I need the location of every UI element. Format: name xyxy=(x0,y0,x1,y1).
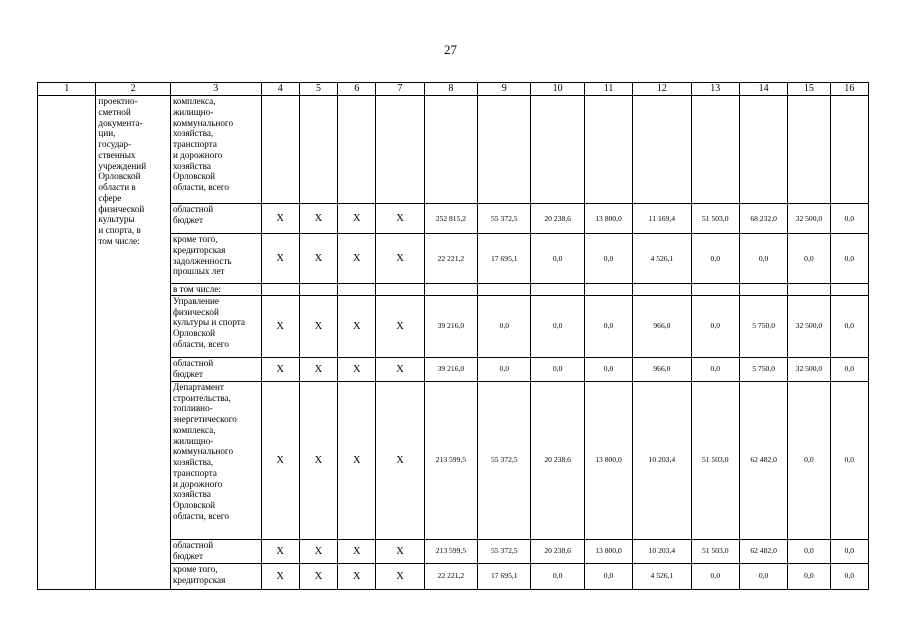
value-cell: 0,0 xyxy=(830,234,868,284)
x-mark-cell: Х xyxy=(261,539,299,563)
column-number-cell: 3 xyxy=(170,83,261,96)
column-number-cell: 12 xyxy=(633,83,691,96)
value-cell: 17 695,1 xyxy=(478,234,531,284)
column-number-cell: 9 xyxy=(478,83,531,96)
column-number-cell: 5 xyxy=(299,83,337,96)
value-cell: 0,0 xyxy=(830,381,868,539)
value-cell xyxy=(788,96,830,204)
value-cell: 20 238,6 xyxy=(531,381,584,539)
value-cell: 0,0 xyxy=(830,357,868,381)
value-cell xyxy=(691,96,739,204)
value-cell: 0,0 xyxy=(691,295,739,357)
value-cell: 5 750,0 xyxy=(739,357,787,381)
value-cell: 13 800,0 xyxy=(584,539,632,563)
value-cell: 0,0 xyxy=(830,539,868,563)
value-cell xyxy=(424,284,477,296)
x-mark-cell xyxy=(299,284,337,296)
value-cell: 55 372,5 xyxy=(478,381,531,539)
value-cell: 4 526,1 xyxy=(633,234,691,284)
column-number-cell: 14 xyxy=(739,83,787,96)
col1-empty-cell xyxy=(38,96,96,590)
value-cell: 20 238,6 xyxy=(531,204,584,234)
x-mark-cell: Х xyxy=(338,295,376,357)
column-number-cell: 11 xyxy=(584,83,632,96)
budget-table xyxy=(37,82,869,590)
value-cell: 17 695,1 xyxy=(478,563,531,589)
value-cell: 213 599,5 xyxy=(424,539,477,563)
x-mark-cell: Х xyxy=(299,381,337,539)
row-label-cell: кроме того, кредиторская xyxy=(170,563,261,589)
x-mark-cell: Х xyxy=(261,563,299,589)
value-cell xyxy=(830,96,868,204)
value-cell: 32 500,0 xyxy=(788,357,830,381)
value-cell: 55 372,5 xyxy=(478,539,531,563)
x-mark-cell: Х xyxy=(299,204,337,234)
x-mark-cell: Х xyxy=(261,357,299,381)
value-cell xyxy=(531,96,584,204)
value-cell: 0,0 xyxy=(739,563,787,589)
value-cell: 11 169,4 xyxy=(633,204,691,234)
value-cell: 0,0 xyxy=(584,295,632,357)
x-mark-cell: Х xyxy=(376,539,424,563)
value-cell xyxy=(584,284,632,296)
value-cell: 0,0 xyxy=(830,295,868,357)
value-cell: 39 216,0 xyxy=(424,295,477,357)
x-mark-cell: Х xyxy=(338,563,376,589)
value-cell: 0,0 xyxy=(691,234,739,284)
value-cell xyxy=(691,284,739,296)
x-mark-cell: Х xyxy=(299,563,337,589)
value-cell xyxy=(424,96,477,204)
value-cell: 32 500,0 xyxy=(788,295,830,357)
row-label-cell: областной бюджет xyxy=(170,204,261,234)
value-cell: 13 800,0 xyxy=(584,381,632,539)
x-mark-cell: Х xyxy=(338,381,376,539)
value-cell: 0,0 xyxy=(584,563,632,589)
value-cell: 22 221,2 xyxy=(424,234,477,284)
x-mark-cell: Х xyxy=(261,204,299,234)
value-cell: 0,0 xyxy=(830,563,868,589)
value-cell: 0,0 xyxy=(478,357,531,381)
value-cell: 252 815,2 xyxy=(424,204,477,234)
value-cell: 213 599,5 xyxy=(424,381,477,539)
value-cell xyxy=(478,96,531,204)
value-cell: 51 503,0 xyxy=(691,539,739,563)
value-cell xyxy=(478,284,531,296)
x-mark-cell: Х xyxy=(261,234,299,284)
x-mark-cell: Х xyxy=(376,234,424,284)
row-label-cell: областной бюджет xyxy=(170,357,261,381)
value-cell xyxy=(830,284,868,296)
x-mark-cell xyxy=(261,284,299,296)
value-cell: 4 526,1 xyxy=(633,563,691,589)
value-cell: 0,0 xyxy=(531,234,584,284)
value-cell: 32 500,0 xyxy=(788,204,830,234)
x-mark-cell: Х xyxy=(299,357,337,381)
value-cell: 62 482,0 xyxy=(739,539,787,563)
row-label-cell: Управление физической культуры и спорта Орловской области, всего xyxy=(170,295,261,357)
column-number-cell: 1 xyxy=(38,83,96,96)
value-cell: 0,0 xyxy=(788,539,830,563)
value-cell: 0,0 xyxy=(531,357,584,381)
page-number: 27 xyxy=(444,42,457,57)
column-number-cell: 10 xyxy=(531,83,584,96)
x-mark-cell: Х xyxy=(261,381,299,539)
value-cell: 20 238,6 xyxy=(531,539,584,563)
value-cell: 0,0 xyxy=(691,357,739,381)
column-number-cell: 7 xyxy=(376,83,424,96)
x-mark-cell: Х xyxy=(376,381,424,539)
column-number-row xyxy=(38,83,869,96)
value-cell: 62 482,0 xyxy=(739,381,787,539)
x-mark-cell xyxy=(376,284,424,296)
column-number-cell: 4 xyxy=(261,83,299,96)
x-mark-cell: Х xyxy=(376,295,424,357)
value-cell xyxy=(584,96,632,204)
value-cell: 0,0 xyxy=(788,563,830,589)
x-mark-cell: Х xyxy=(338,234,376,284)
x-mark-cell: Х xyxy=(338,357,376,381)
table-row xyxy=(38,96,869,204)
value-cell: 51 503,0 xyxy=(691,204,739,234)
column-number-cell: 2 xyxy=(96,83,171,96)
x-mark-cell xyxy=(299,96,337,204)
value-cell xyxy=(788,284,830,296)
column-number-cell: 15 xyxy=(788,83,830,96)
x-mark-cell xyxy=(338,284,376,296)
value-cell: 966,0 xyxy=(633,357,691,381)
value-cell xyxy=(633,284,691,296)
value-cell: 22 221,2 xyxy=(424,563,477,589)
x-mark-cell: Х xyxy=(299,539,337,563)
row-label-cell: в том числе: xyxy=(170,284,261,296)
row-label-cell: Департамент строительства, топливно- энергетического комплекса, жилищно- коммунального хозяйства, транспорта и дорожного хозяйства Орловской области, всего xyxy=(170,381,261,539)
column-number-cell: 16 xyxy=(830,83,868,96)
value-cell: 0,0 xyxy=(788,381,830,539)
value-cell: 10 203,4 xyxy=(633,381,691,539)
value-cell: 0,0 xyxy=(478,295,531,357)
x-mark-cell: Х xyxy=(299,295,337,357)
x-mark-cell: Х xyxy=(261,295,299,357)
event-name-cell: проектно- сметной документа- ции, государ- ственных учреждений Орловской области в сфере физической культуры и спорта, в том числе: xyxy=(96,96,171,590)
x-mark-cell: Х xyxy=(299,234,337,284)
row-label-cell: кроме того, кредиторская задолженность прошлых лет xyxy=(170,234,261,284)
value-cell: 0,0 xyxy=(584,234,632,284)
value-cell: 0,0 xyxy=(788,234,830,284)
row-label-cell: комплекса, жилищно- коммунального хозяйства, транспорта и дорожного хозяйства Орловской области, всего xyxy=(170,96,261,204)
x-mark-cell xyxy=(338,96,376,204)
value-cell: 0,0 xyxy=(739,234,787,284)
x-mark-cell: Х xyxy=(338,539,376,563)
column-number-cell: 6 xyxy=(338,83,376,96)
value-cell xyxy=(739,284,787,296)
x-mark-cell: Х xyxy=(376,563,424,589)
value-cell: 0,0 xyxy=(531,295,584,357)
value-cell: 0,0 xyxy=(584,357,632,381)
value-cell: 5 750,0 xyxy=(739,295,787,357)
x-mark-cell: Х xyxy=(376,204,424,234)
x-mark-cell: Х xyxy=(376,357,424,381)
column-number-cell: 13 xyxy=(691,83,739,96)
x-mark-cell xyxy=(261,96,299,204)
value-cell xyxy=(739,96,787,204)
value-cell: 0,0 xyxy=(830,204,868,234)
x-mark-cell: Х xyxy=(338,204,376,234)
value-cell xyxy=(633,96,691,204)
value-cell: 0,0 xyxy=(691,563,739,589)
row-label-cell: областной бюджет xyxy=(170,539,261,563)
value-cell: 68 232,0 xyxy=(739,204,787,234)
value-cell: 13 800,0 xyxy=(584,204,632,234)
column-number-cell: 8 xyxy=(424,83,477,96)
value-cell xyxy=(531,284,584,296)
value-cell: 39 216,0 xyxy=(424,357,477,381)
value-cell: 0,0 xyxy=(531,563,584,589)
value-cell: 51 503,0 xyxy=(691,381,739,539)
x-mark-cell xyxy=(376,96,424,204)
value-cell: 10 203,4 xyxy=(633,539,691,563)
value-cell: 966,0 xyxy=(633,295,691,357)
value-cell: 55 372,5 xyxy=(478,204,531,234)
